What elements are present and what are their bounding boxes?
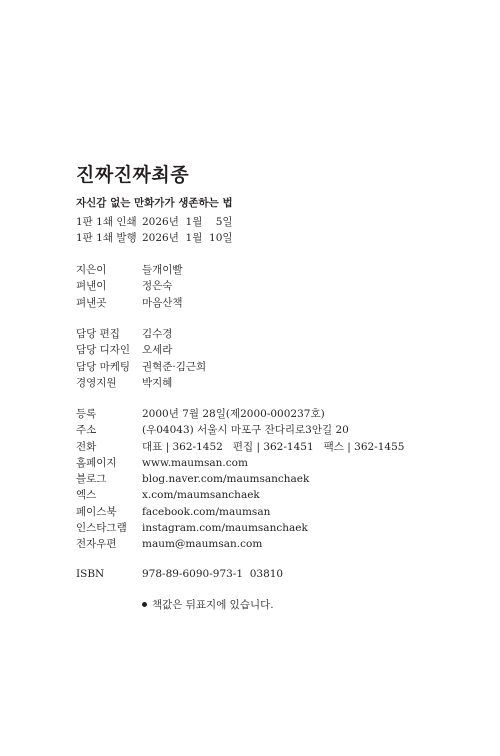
publishing-house-value: 마음산책	[142, 296, 183, 309]
registration-label: 등록	[76, 408, 97, 420]
book-subtitle: 자신감 없는 만화가가 생존하는 법	[76, 197, 233, 209]
staff-value: 오세라	[142, 344, 173, 357]
bullet-icon	[142, 602, 147, 607]
price-note	[142, 597, 274, 612]
staff-label: 담당 마케팅	[76, 360, 131, 373]
homepage-value: www.maumsan.com	[142, 456, 248, 469]
facebook-value: facebook.com/maumsan	[142, 505, 271, 518]
edition-date: 2026년 1월 10일	[142, 232, 233, 244]
author-label: 지은이	[76, 264, 107, 276]
publisher-value: 정은숙	[142, 280, 173, 293]
email-value: maum@maumsan.com	[142, 538, 263, 551]
author-value: 들개이빨	[142, 264, 183, 276]
address-label: 주소	[76, 424, 97, 437]
staff-label: 담당 편집	[76, 328, 120, 340]
isbn-label: ISBN	[76, 568, 105, 580]
publishing-house-label: 펴낸곳	[76, 296, 107, 309]
x-value: x.com/maumsanchaek	[142, 489, 260, 502]
phone-value: 대표 | 362-1452 편집 | 362-1451 팩스 | 362-1455	[142, 440, 405, 453]
staff-value: 김수경	[142, 328, 173, 340]
email-label: 전자우편	[76, 538, 117, 551]
blog-label: 블로그	[76, 473, 107, 486]
book-title: 진짜진짜최종	[76, 164, 190, 186]
staff-label: 경영지원	[76, 376, 117, 389]
edition-row	[76, 230, 233, 246]
instagram-value: instagram.com/maumsanchaek	[142, 522, 308, 535]
staff-label: 담당 디자인	[76, 344, 131, 357]
edition-block	[76, 214, 233, 246]
phone-label: 전화	[76, 440, 97, 453]
x-label: 엑스	[76, 489, 97, 502]
staff-value: 권혁준·김근희	[142, 360, 207, 373]
price-note-text: 책값은 뒤표지에 있습니다.	[152, 599, 274, 611]
instagram-label: 인스타그램	[76, 522, 127, 535]
isbn-value: 978-89-6090-973-1 03810	[142, 568, 284, 580]
facebook-label: 페이스북	[76, 505, 117, 518]
edition-date: 2026년 1월 5일	[142, 216, 233, 228]
edition-label: 1판 1쇄 인쇄	[76, 216, 137, 228]
edition-row	[76, 214, 233, 230]
homepage-label: 홈페이지	[76, 456, 117, 469]
registration-value: 2000년 7월 28일(제2000-000237호)	[142, 408, 325, 420]
blog-value: blog.naver.com/maumsanchaek	[142, 473, 310, 486]
staff-value: 박지혜	[142, 376, 173, 389]
publisher-label: 펴낸이	[76, 280, 107, 293]
address-value: (우04043) 서울시 마포구 잔다리로3안길 20	[142, 424, 349, 437]
edition-label: 1판 1쇄 발행	[76, 232, 137, 244]
